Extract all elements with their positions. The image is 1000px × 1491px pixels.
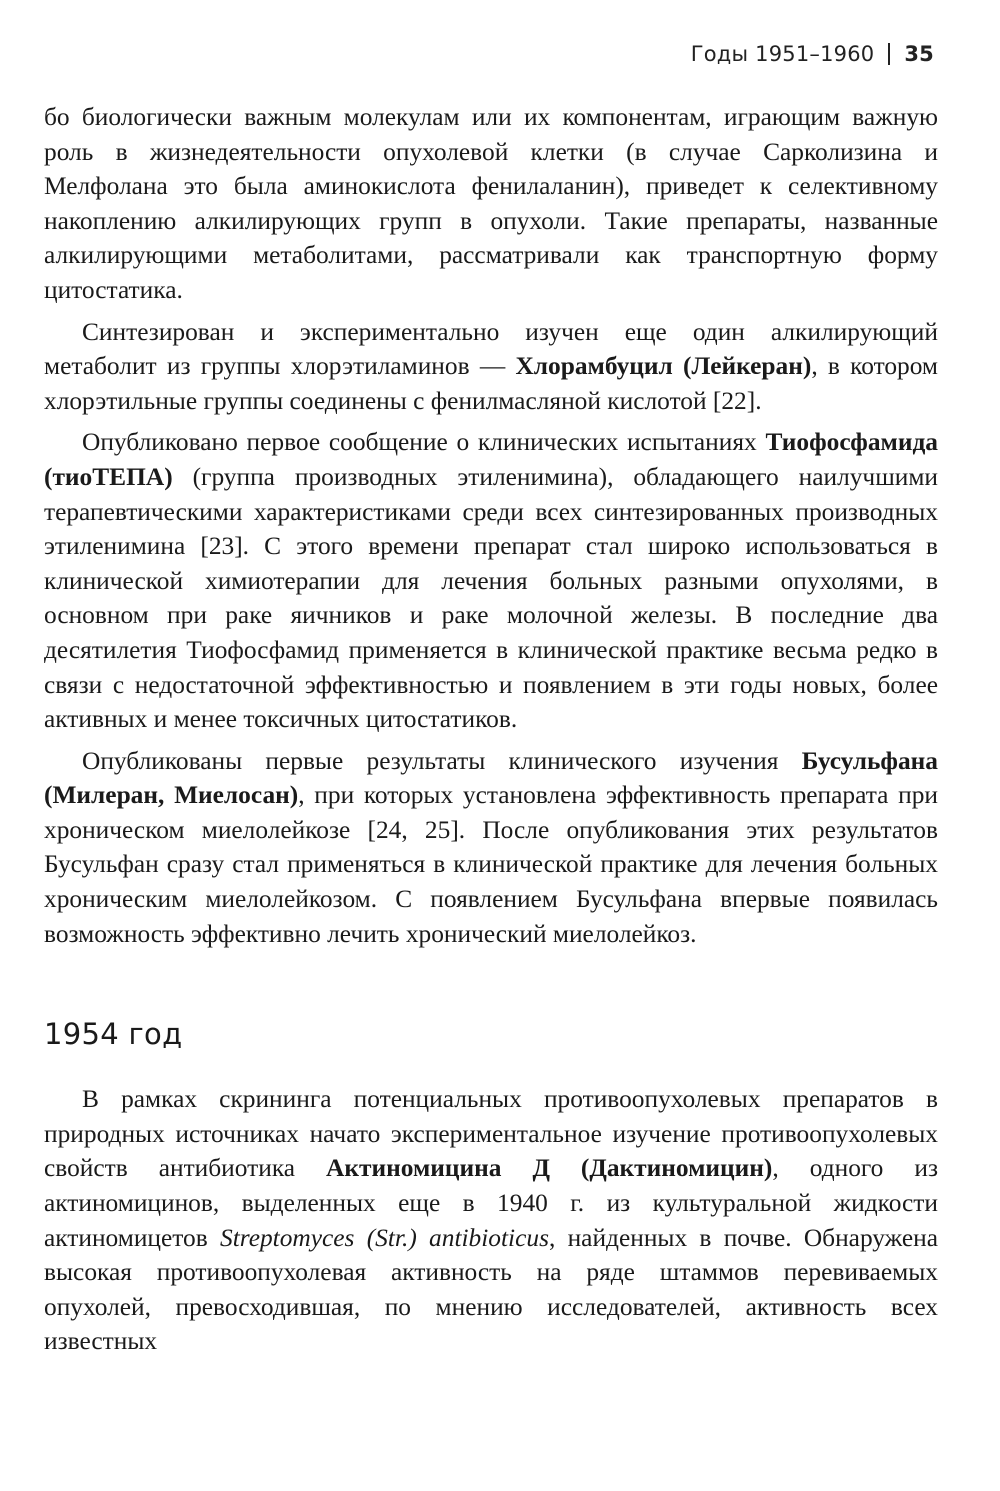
running-title: Годы 1951–1960	[690, 42, 875, 66]
drug-name-actinomycin: Актиномицина Д (Дактиномицин)	[326, 1154, 773, 1183]
paragraph-text: , одного из актиномицинов, выделенных еще в 1940 г. из культуральной жидкости актиномицетов	[44, 1154, 938, 1252]
paragraph-text: Опубликовано первое сообщение о клинических испытаниях	[82, 428, 766, 457]
paragraph-actinomycin	[44, 1082, 938, 1359]
paragraph-text: бо биологически важным молекулам или их компонентам, играющим важную роль в жизнедеятельности опухолевой клетки (в случае Сарколизина и Мелфолана это была аминокислота фенилаланин), приведет к селективному накоплению алкилирующих групп в опухоли. Такие препараты, названные алкилирующими метаболитами, рассматривали как транспортную форму цитостатика.	[44, 103, 938, 304]
running-header	[691, 42, 934, 66]
header-separator	[888, 43, 890, 65]
paragraph-busulfan	[44, 744, 938, 952]
section-heading-1954: 1954 год	[44, 1017, 183, 1052]
paragraph-continuation	[44, 100, 938, 308]
paragraph-text: В рамках скрининга потенциальных противоопухолевых препаратов в природных источниках начато экспериментальное изучение противоопухолевых свойств антибиотика	[44, 1085, 938, 1183]
paragraph-text: , в котором хлорэтильные группы соединены с фенилмасляной кислотой [22].	[44, 352, 938, 415]
paragraph-chlorambucil	[44, 315, 938, 419]
drug-name-chlorambucil: Хлорамбуцил (Лейкеран)	[515, 352, 812, 381]
paragraph-text: Опубликованы первые результаты клинического изучения	[82, 746, 802, 775]
paragraph-text: , найденных в почве. Обнаружена высокая противоопухолевая активность на ряде штаммов перевиваемых опухолей, превосходившая, по мнению исследователей, активность всех известных	[44, 1223, 939, 1356]
drug-name-thiotepa: Тиофосфамида (тиоТЕПА)	[44, 428, 938, 491]
page-body	[44, 100, 938, 1366]
species-name: Streptomyces (Str.) antibioticus	[220, 1223, 549, 1252]
drug-name-busulfan: Бусульфана (Милеран, Миелосан)	[44, 746, 938, 810]
paragraph-text: Синтезирован и экспериментально изучен еще один алкилирующий метаболит из группы хлорэтиламинов —	[44, 317, 938, 381]
page-number: 35	[904, 42, 934, 66]
paragraph-text: , при которых установлена эффективность препарата при хроническом миелолейкозе [24, 25]. После опубликования этих результатов Бусульфан сразу стал применяться в клинической практике для лечения больных хроническим миелолейкозом. С появлением Бусульфана впервые появилась возможность эффективно лечить хронический миелолейкоз.	[44, 781, 938, 948]
paragraph-text: (группа производных этиленимина), обладающего наилучшими терапевтическими характеристиками среди всех синтезированных производных этиленимина [23]. С этого времени препарат стал широко использоваться в клинической химиотерапии для лечения больных разными опухолями, в основном при раке яичников и раке молочной железы. В последние два десятилетия Тиофосфамид применяется в клинической практике весьма редко в связи с недостаточной эффективностью и появлением в эти годы новых, более активных и менее токсичных цитостатиков.	[44, 462, 938, 734]
paragraph-thiotepa	[44, 425, 938, 736]
